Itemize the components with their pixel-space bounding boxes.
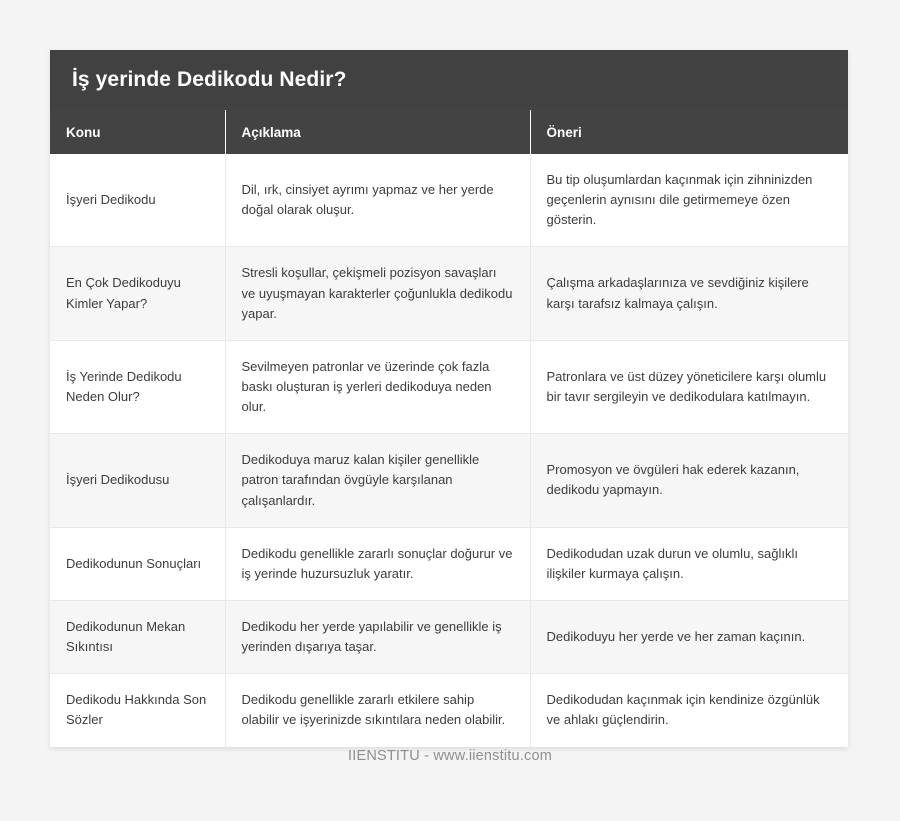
cell-advice: Dedikodudan uzak durun ve olumlu, sağlıklı ilişkiler kurmaya çalışın. — [530, 527, 848, 600]
table-row — [50, 674, 848, 747]
cell-topic: Dedikodunun Sonuçları — [50, 527, 225, 600]
info-table — [50, 110, 848, 747]
cell-advice: Promosyon ve övgüleri hak ederek kazanın, dedikodu yapmayın. — [530, 434, 848, 527]
info-table-card — [50, 50, 848, 747]
cell-topic: İşyeri Dedikodusu — [50, 434, 225, 527]
table-head — [50, 110, 848, 154]
cell-advice: Çalışma arkadaşlarınıza ve sevdiğiniz kişilere karşı tarafsız kalmaya çalışın. — [530, 247, 848, 340]
table-row — [50, 600, 848, 673]
table-row — [50, 434, 848, 527]
cell-topic: Dedikodunun Mekan Sıkıntısı — [50, 600, 225, 673]
cell-description: Stresli koşullar, çekişmeli pozisyon savaşları ve uyuşmayan karakterler çoğunlukla dedikodu yapar. — [225, 247, 530, 340]
cell-description: Dil, ırk, cinsiyet ayrımı yapmaz ve her yerde doğal olarak oluşur. — [225, 154, 530, 247]
column-header-aciklama: Açıklama — [225, 110, 530, 154]
table-title-bar — [50, 50, 848, 110]
cell-topic: En Çok Dedikoduyu Kimler Yapar? — [50, 247, 225, 340]
table-body — [50, 154, 848, 747]
table-header-row — [50, 110, 848, 154]
cell-description: Dedikodu her yerde yapılabilir ve genellikle iş yerinden dışarıya taşar. — [225, 600, 530, 673]
cell-topic: Dedikodu Hakkında Son Sözler — [50, 674, 225, 747]
cell-advice: Dedikodudan kaçınmak için kendinize özgünlük ve ahlakı güçlendirin. — [530, 674, 848, 747]
cell-description: Dedikoduya maruz kalan kişiler genellikle patron tarafından övgüyle karşılanan çalışanlardır. — [225, 434, 530, 527]
page-title: İş yerinde Dedikodu Nedir? — [72, 68, 347, 92]
cell-topic: İşyeri Dedikodu — [50, 154, 225, 247]
cell-description: Sevilmeyen patronlar ve üzerinde çok fazla baskı oluşturan iş yerleri dedikoduya neden olur. — [225, 340, 530, 433]
cell-advice: Patronlara ve üst düzey yöneticilere karşı olumlu bir tavır sergileyin ve dedikodulara katılmayın. — [530, 340, 848, 433]
cell-advice: Dedikoduyu her yerde ve her zaman kaçının. — [530, 600, 848, 673]
cell-description: Dedikodu genellikle zararlı etkilere sahip olabilir ve işyerinizde sıkıntılara neden olabilir. — [225, 674, 530, 747]
column-header-oneri: Öneri — [530, 110, 848, 154]
table-row — [50, 527, 848, 600]
cell-description: Dedikodu genellikle zararlı sonuçlar doğurur ve iş yerinde huzursuzluk yaratır. — [225, 527, 530, 600]
table-row — [50, 154, 848, 247]
cell-advice: Bu tip oluşumlardan kaçınmak için zihninizden geçenlerin aynısını dile getirmemeye özen gösterin. — [530, 154, 848, 247]
table-row — [50, 247, 848, 340]
table-row — [50, 340, 848, 433]
footer-attribution: IIENSTITU - www.iienstitu.com — [348, 748, 552, 764]
cell-topic: İş Yerinde Dedikodu Neden Olur? — [50, 340, 225, 433]
column-header-konu: Konu — [50, 110, 225, 154]
